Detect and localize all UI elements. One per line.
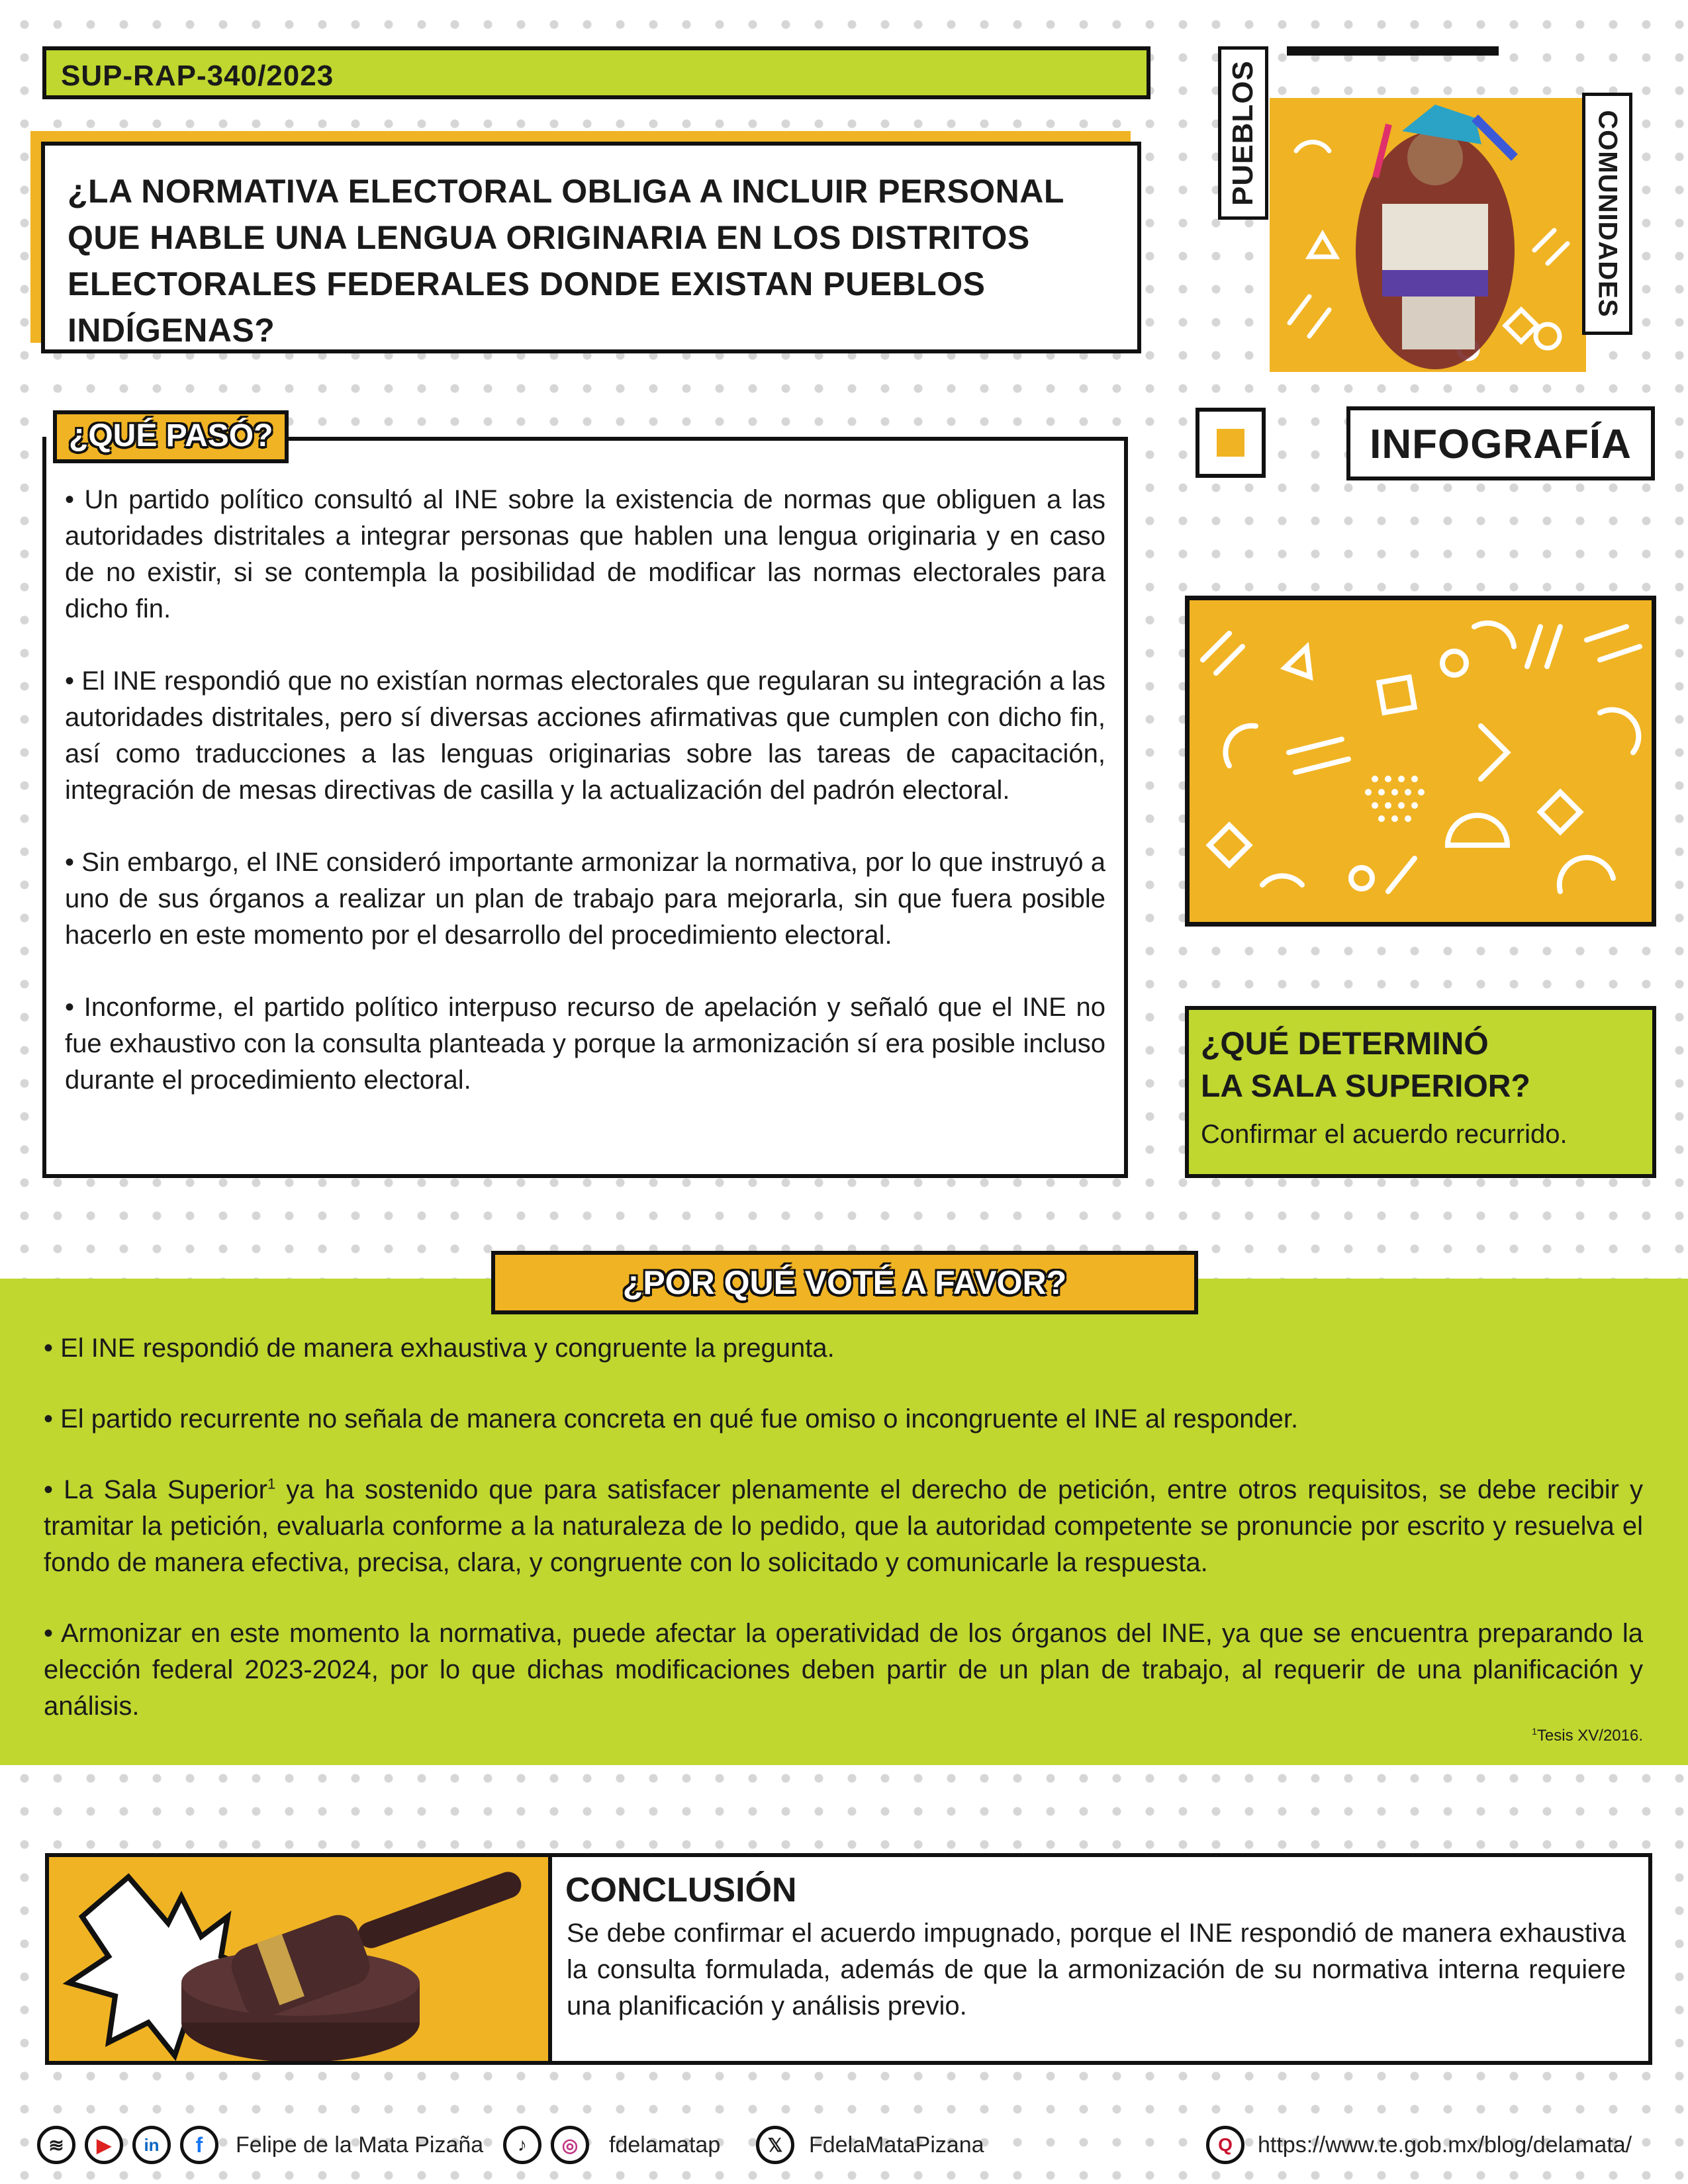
x-icon[interactable]: 𝕏 <box>756 2126 794 2164</box>
comunidades-label: COMUNIDADES <box>1582 93 1632 335</box>
vote-paragraph-4: • Armonizar en este momento la normativa, puede afectar la operatividad de los órganos del INE, ya que se encuentra preparando la elección federal 2023-2024, por lo que dichas modificaciones deben partir de un plan de trabajo, al requerir de una planificación y análisis. <box>44 1619 1643 1721</box>
determination-title: ¿QUÉ DETERMINÓ LA SALA SUPERIOR? <box>1201 1026 1530 1104</box>
conclusion-box <box>45 1853 1652 2065</box>
what-happened-box <box>42 437 1128 1178</box>
gavel-image <box>49 1857 552 2061</box>
vote-paragraph-1: • El INE respondió de manera exhaustiva y congruente la pregunta. <box>44 1334 835 1363</box>
decorative-pattern <box>1185 596 1656 927</box>
hero-frame-bar <box>1287 46 1499 56</box>
footnote: $^1$Tesis XV/2016. <box>1532 1726 1643 1745</box>
footer-handle-x[interactable]: FdelaMataPizana <box>809 2132 984 2158</box>
footer-handle[interactable]: fdelamatap <box>609 2132 721 2158</box>
what-paragraph-1: • Un partido político consultó al INE sobre la existencia de normas que obliguen a las autoridades distritales a integrar personas que hablen una lengua originaria y en caso de no existir, si se contempla la posibilidad de modificar las normas electorales para dicho fin. <box>65 485 1105 623</box>
vote-body <box>44 1330 1643 1759</box>
what-paragraph-3: • Sin embargo, el INE consideró importante armonizar la normativa, por lo que instruyó a uno de sus órganos a realizar un plan de trabajo para mejorarla, sin que fuera posible hacerlo en este momento por el desarrollo del procedimiento electoral. <box>65 848 1105 950</box>
pueblos-label: PUEBLOS <box>1218 46 1268 220</box>
facebook-icon[interactable]: f <box>180 2126 218 2164</box>
hero-image <box>1270 98 1586 372</box>
decorative-square <box>1196 408 1266 478</box>
vote-heading: ¿POR QUÉ VOTÉ A FAVOR? <box>491 1251 1198 1314</box>
conclusion-title: CONCLUSIÓN <box>565 1871 797 1909</box>
determination-box <box>1185 1006 1656 1178</box>
conclusion-text: Se debe confirmar el acuerdo impugnado, porque el INE respondió de manera exhaustiva la consulta formulada, además de que la armonización de su normativa interna requiere una planificación y análisis previo. <box>567 1919 1626 2021</box>
linkedin-icon[interactable]: in <box>132 2126 171 2164</box>
what-happened-body <box>65 482 1105 1134</box>
case-id-bar <box>42 46 1150 99</box>
case-id: SUP-RAP-340/2023 <box>61 60 334 92</box>
vote-paragraph-3: • La Sala Superior$^1$ ya ha sostenido que para satisfacer plenamente el derecho de petición, entre otros requisitos, se debe recibir y tramitar la petición, evaluarla conforme a la naturaleza de lo pedido, que la autoridad competente se pronuncie por escrito y resuelva el fondo de manera efectiva, precisa, clara, y congruente con lo solicitado y comunicarle la respuesta. <box>44 1475 1643 1577</box>
infografia-label: INFOGRAFÍA <box>1346 406 1655 480</box>
te-logo-icon[interactable]: Q <box>1206 2126 1244 2164</box>
footer-name[interactable]: Felipe de la Mata Pizaña <box>236 2132 484 2158</box>
tiktok-icon[interactable]: ♪ <box>503 2126 541 2164</box>
what-happened-heading: ¿QUÉ PASÓ? <box>53 410 289 463</box>
determination-text: Confirmar el acuerdo recurrido. <box>1201 1120 1568 1149</box>
question-title: ¿LA NORMATIVA ELECTORAL OBLIGA A INCLUIR PERSONAL QUE HABLE UNA LENGUA ORIGINARIA EN LOS DISTRITOS ELECTORALES FEDERALES DONDE EXISTAN PUEBLOS INDÍGENAS? <box>68 173 1064 349</box>
youtube-icon[interactable]: ▶ <box>85 2126 123 2164</box>
vote-paragraph-2: • El partido recurrente no señala de manera concreta en qué fue omiso o incongruente el INE al responder. <box>44 1404 1299 1433</box>
what-paragraph-4: • Inconforme, el partido político interpuso recurso de apelación y señaló que el INE no fue exhaustivo con la consulta planteada y porque la armonización sí era posible incluso durante el procedimiento electoral. <box>65 993 1105 1095</box>
footer-url[interactable]: https://www.te.gob.mx/blog/delamata/ <box>1258 2132 1632 2158</box>
question-box <box>41 142 1141 353</box>
instagram-icon[interactable]: ◎ <box>551 2126 589 2164</box>
what-paragraph-2: • El INE respondió que no existían normas electorales que regularan su integración a las autoridades distritales, pero sí diversas acciones afirmativas que cumplen con dicho fin, así como traducciones a las lenguas originarias sobre las tareas de capacitación, integración de mesas directivas de casilla y la actualización del padrón electoral. <box>65 666 1105 805</box>
spotify-icon[interactable]: ≋ <box>37 2126 75 2164</box>
